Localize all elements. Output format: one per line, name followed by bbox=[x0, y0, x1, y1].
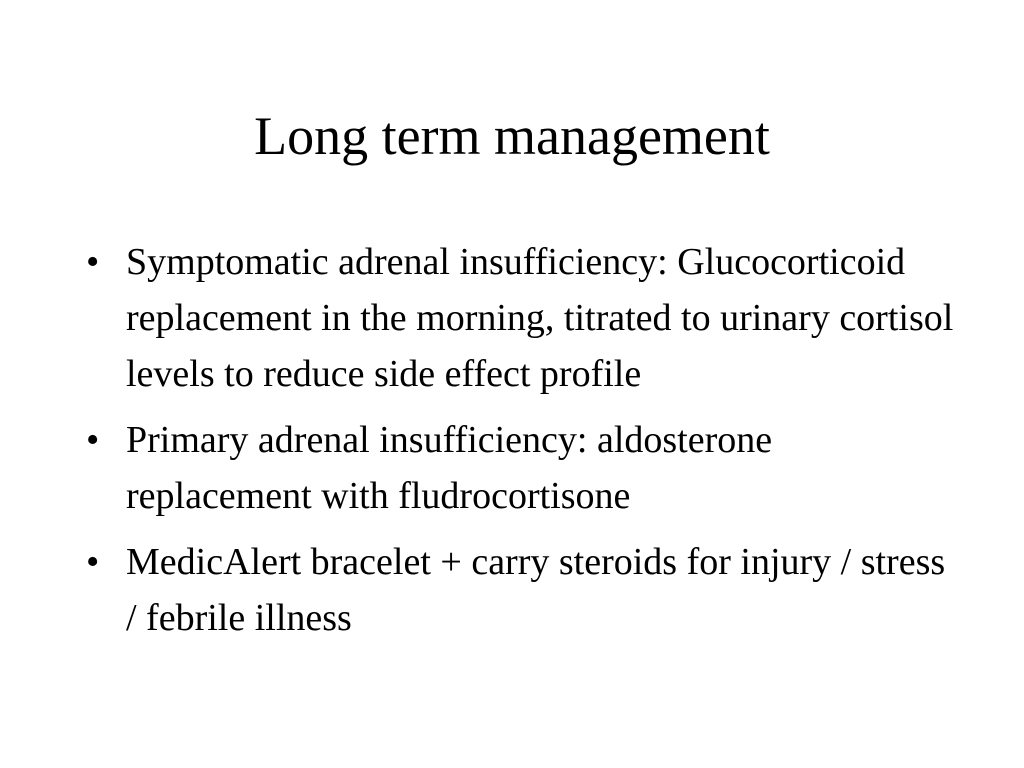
bullet-text: Primary adrenal insufficiency: aldosterone replacement with fludrocortisone bbox=[126, 419, 773, 517]
bullet-icon: • bbox=[86, 419, 100, 461]
bullet-text: Symptomatic adrenal insufficiency: Glucocorticoid replacement in the morning, titrated to urinary cortisol levels to reduce side effect profile bbox=[126, 241, 954, 395]
bullet-item bbox=[86, 534, 956, 646]
bullet-list bbox=[86, 234, 956, 656]
bullet-item bbox=[86, 234, 956, 402]
bullet-item bbox=[86, 412, 956, 524]
bullet-text: MedicAlert bracelet + carry steroids for injury / stress / febrile illness bbox=[126, 541, 946, 639]
slide-title: Long term management bbox=[254, 106, 770, 166]
bullet-icon: • bbox=[86, 541, 100, 583]
bullet-icon: • bbox=[86, 241, 100, 283]
